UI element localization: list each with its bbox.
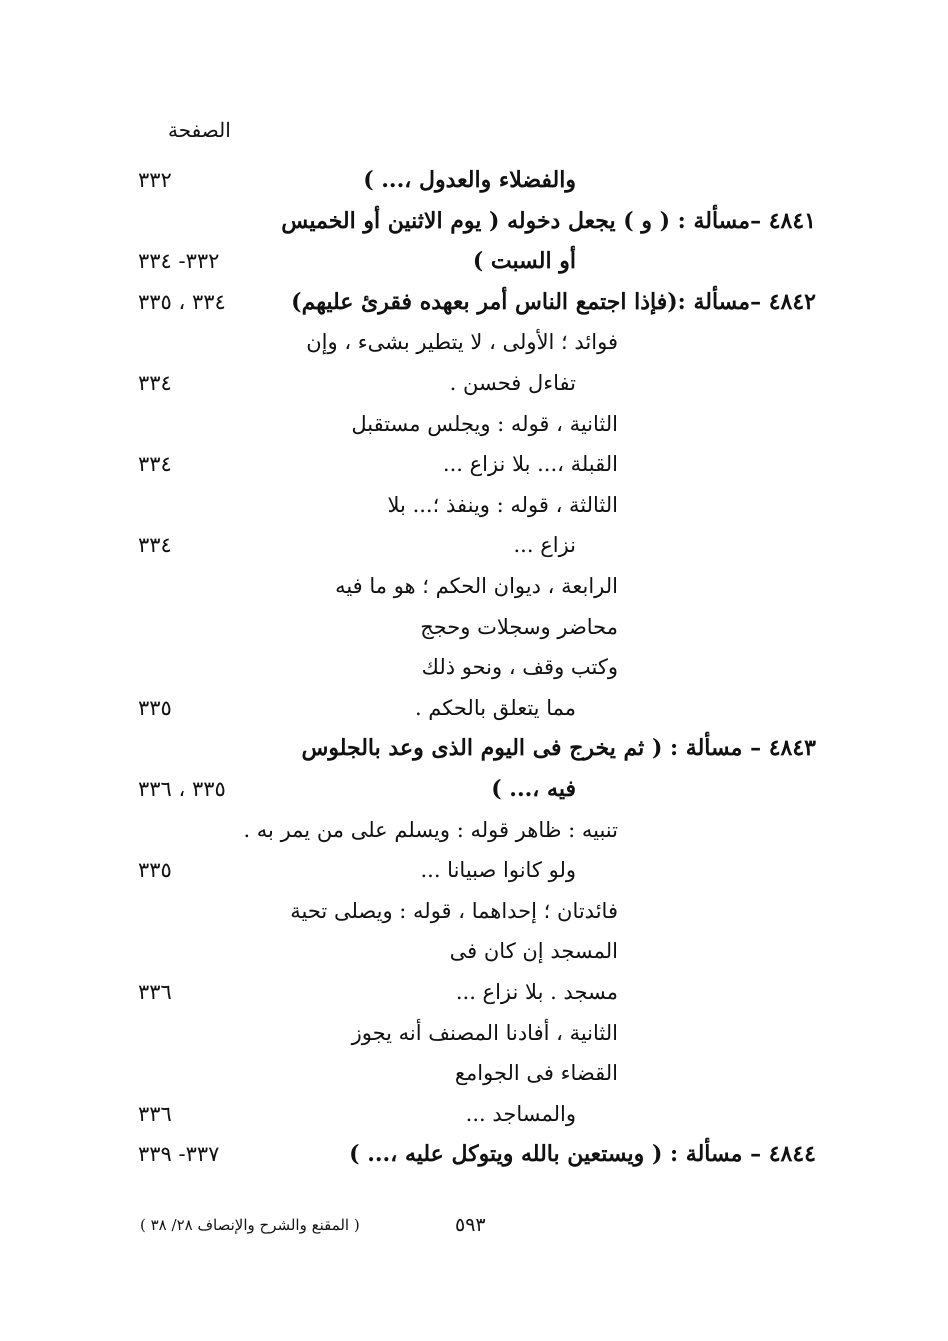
entry-text: أو السبت ) bbox=[472, 248, 576, 275]
entry-page-ref: ٣٣٤ bbox=[138, 533, 172, 558]
page-column-header: الصفحة bbox=[168, 118, 231, 142]
entry-page-ref: ٣٣٦ bbox=[138, 1101, 172, 1126]
entry-text: نزاع ... bbox=[513, 533, 576, 558]
entry-page-ref: ٣٣٤ bbox=[138, 371, 172, 395]
entry-text: الثالثة ، قوله : وينفذ ؛... بلا bbox=[387, 492, 618, 517]
entry-text: الرابعة ، ديوان الحكم ؛ هو ما فيه bbox=[335, 574, 618, 598]
entry-text: تنبيه : ظاهر قوله : ويسلم على من يمر به . bbox=[243, 817, 618, 842]
entry-text: محاضر وسجلات وحجج bbox=[420, 614, 618, 639]
entry-text: فوائد ؛ الأولى ، لا يتطير بشىء ، وإن bbox=[306, 330, 618, 355]
entry-text: تفاءل فحسن . bbox=[449, 371, 576, 395]
index-row bbox=[0, 282, 948, 322]
index-row bbox=[0, 525, 948, 565]
entry-text: مسجد . بلا نزاع ... bbox=[455, 980, 618, 1004]
index-row bbox=[0, 1053, 948, 1093]
index-row bbox=[0, 363, 948, 403]
index-row bbox=[0, 404, 948, 444]
entry-text: ولو كانوا صبيانا ... bbox=[420, 858, 576, 883]
entry-page-ref: ٣٣٢ bbox=[138, 168, 172, 192]
index-row bbox=[0, 850, 948, 890]
index-row bbox=[0, 647, 948, 687]
entry-text: ٤٨٤١ –مسألة : ( و ) يجعل دخوله ( يوم الاثنين أو الخميس bbox=[281, 207, 816, 234]
index-row bbox=[0, 607, 948, 647]
index-row bbox=[0, 322, 948, 362]
index-row bbox=[0, 688, 948, 728]
index-row bbox=[0, 728, 948, 768]
index-row bbox=[0, 1094, 948, 1134]
index-row bbox=[0, 485, 948, 525]
index-row bbox=[0, 566, 948, 606]
page-footer bbox=[0, 1214, 948, 1244]
index-row bbox=[0, 241, 948, 281]
entry-text: ٤٨٤٤ – مسألة : ( ويستعين بالله ويتوكل عليه ،... ) bbox=[349, 1141, 816, 1168]
index-row bbox=[0, 1013, 948, 1053]
entry-page-ref: ٣٣٥ ، ٣٣٦ bbox=[138, 777, 226, 801]
entry-text: ٤٨٤٢ –مسألة :(فإذا اجتمع الناس أمر بعهده فقرئ عليهم) bbox=[291, 288, 816, 315]
index-row bbox=[0, 810, 948, 850]
index-row bbox=[0, 201, 948, 241]
entry-text: المسجد إن كان فى bbox=[449, 939, 618, 964]
index-row bbox=[0, 769, 948, 809]
entry-text: مما يتعلق بالحكم . bbox=[414, 695, 576, 720]
entry-text: والمساجد ... bbox=[465, 1101, 576, 1126]
entry-text: القبلة ،... بلا نزاع ... bbox=[442, 452, 618, 477]
entry-page-ref: ٣٣٥ bbox=[138, 858, 172, 883]
index-row bbox=[0, 891, 948, 931]
entry-page-ref: ٣٣٥ bbox=[138, 695, 172, 720]
entry-text: والفضلاء والعدول ،... ) bbox=[363, 167, 576, 193]
entry-text: الثانية ، أفادنا المصنف أنه يجوز bbox=[351, 1020, 618, 1045]
footer-page-number: ٥٩٣ bbox=[455, 1214, 486, 1236]
index-row bbox=[0, 931, 948, 971]
entry-text: فائدتان ؛ إحداهما ، قوله : ويصلى تحية bbox=[290, 898, 618, 923]
entry-page-ref: ٣٣٤ bbox=[138, 452, 172, 477]
entry-page-ref: ٣٣٢- ٣٣٤ bbox=[138, 249, 220, 274]
entry-text: فيه ،... ) bbox=[491, 776, 576, 802]
entry-text: وكتب وقف ، ونحو ذلك bbox=[421, 655, 618, 680]
footer-source-reference: ( المقنع والشرح والإنصاف ٢٨/ ٣٨ ) bbox=[140, 1216, 360, 1234]
entry-page-ref: ٣٣٦ bbox=[138, 980, 172, 1004]
index-row bbox=[0, 160, 948, 200]
entry-page-ref: ٣٣٧- ٣٣٩ bbox=[138, 1142, 220, 1167]
entry-text: القضاء فى الجوامع bbox=[454, 1061, 618, 1086]
index-row bbox=[0, 1134, 948, 1174]
entry-text: الثانية ، قوله : ويجلس مستقبل bbox=[351, 411, 618, 436]
index-row bbox=[0, 444, 948, 484]
entry-text: ٤٨٤٣ – مسألة : ( ثم يخرج فى اليوم الذى وعد بالجلوس bbox=[301, 735, 816, 762]
entry-page-ref: ٣٣٤ ، ٣٣٥ bbox=[138, 289, 226, 314]
index-row bbox=[0, 972, 948, 1012]
